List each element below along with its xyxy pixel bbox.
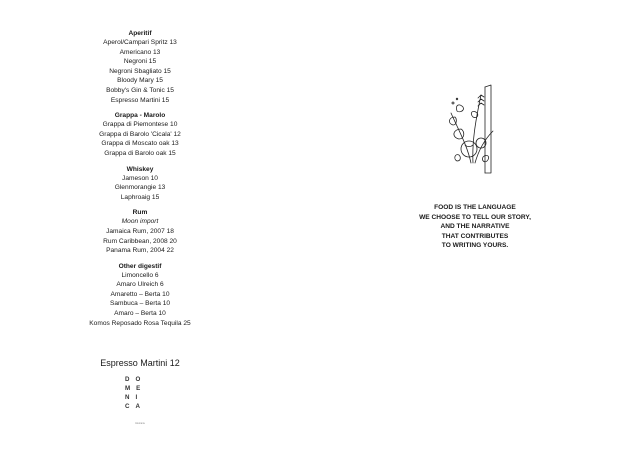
- menu-item: Amaro – Berta 10: [114, 310, 166, 318]
- menu-item: Laphroaig 15: [120, 193, 160, 201]
- menu-item: Amaretto – Berta 10: [110, 290, 170, 298]
- logo-letters: ME: [125, 385, 147, 392]
- menu-item: Panama Rum, 2004 22: [106, 247, 174, 255]
- botanical-illustration-icon: [445, 83, 501, 175]
- featured-drink: Espresso Martini 12: [100, 358, 180, 368]
- menu-item: Jameson 10: [122, 174, 158, 182]
- drinks-menu: [50, 30, 230, 328]
- menu-item: Rum Caribbean, 2008 20: [103, 237, 177, 245]
- menu-item: Limoncello 6: [121, 271, 159, 279]
- menu-item: Bloody Mary 15: [117, 77, 163, 85]
- section-title: Aperitif: [128, 30, 152, 37]
- menu-item: Negroni Sbagliato 15: [109, 67, 171, 75]
- menu-item: Bobby's Gin & Tonic 15: [106, 86, 174, 94]
- menu-item: Negroni 15: [123, 58, 157, 66]
- tagline: [400, 203, 550, 251]
- section-title: Other digestif: [118, 262, 162, 270]
- tagline-line: WE CHOOSE TO TELL OUR STORY,: [419, 213, 531, 221]
- menu-item: Grappa di Barolo 'Cicala' 12: [99, 130, 181, 138]
- section-title: Grappa - Marolo: [114, 112, 166, 120]
- menu-item: Sambuca – Berta 10: [109, 300, 171, 308]
- tagline-line: TO WRITING YOURS.: [441, 242, 509, 250]
- menu-item: Glenmorangie 13: [114, 184, 166, 192]
- logo-letters: DO: [125, 376, 147, 383]
- menu-item: Espresso Martini 15: [110, 96, 170, 104]
- logo-letters: CA: [125, 403, 146, 410]
- section-title: Rum: [132, 209, 148, 217]
- menu-item: Jamaica Rum, 2007 18: [106, 227, 174, 235]
- tagline-line: FOOD IS THE LANGUAGE: [434, 204, 516, 211]
- menu-item: Aperol/Campari Spritz 13: [103, 39, 177, 46]
- menu-item: Grappa di Piemontese 10: [102, 121, 178, 129]
- section-title: Whiskey: [126, 165, 154, 173]
- tagline-line: AND THE NARRATIVE: [440, 223, 510, 231]
- menu-item: Komos Reposado Rosa Tequila 25: [89, 319, 191, 327]
- menu-item: Grappa di Barolo oak 15: [104, 149, 176, 157]
- menu-item: Amaro Ulreich 6: [116, 281, 164, 289]
- menu-item: Americano 13: [119, 48, 161, 56]
- logo-letters: NI: [125, 394, 144, 401]
- domenica-logo: [125, 376, 155, 410]
- tagline-line: THAT CONTRIBUTES: [441, 232, 509, 240]
- logo-subtitle: ristorante: [135, 422, 145, 425]
- menu-item: Moon import: [121, 218, 159, 226]
- menu-item: Grappa di Moscato oak 13: [101, 140, 179, 148]
